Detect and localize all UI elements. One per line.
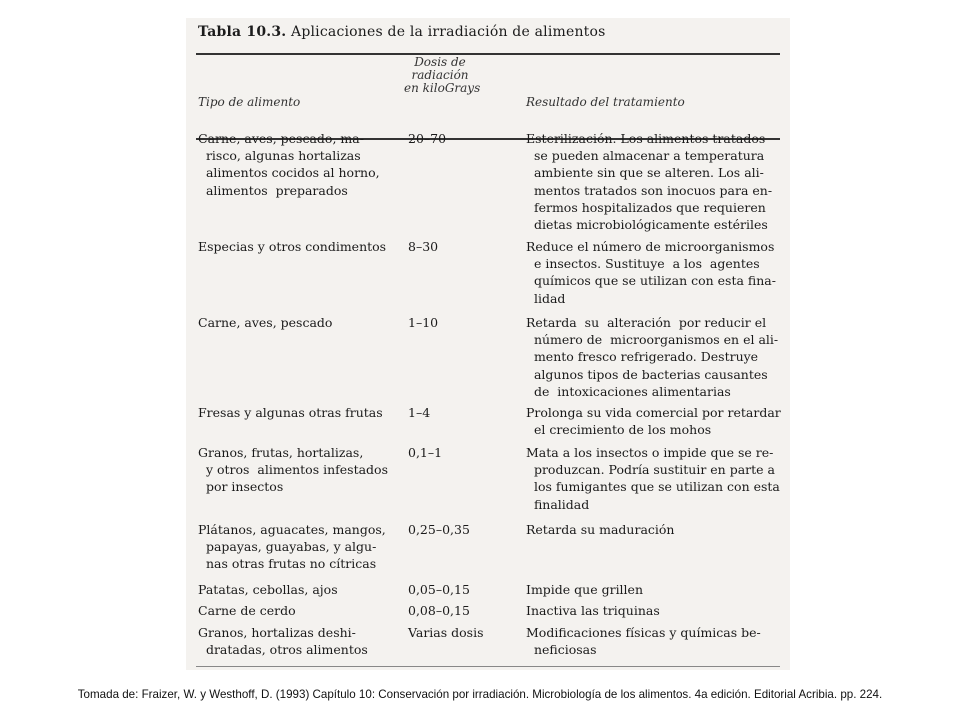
row-result: Esterilización. Los alimentos tratados se pueden almacenar a temperatura ambiente sin que se alteren. Los ali- mentos tratados son inocuos para en- fermos hospitalizados que requieren dietas microbiológicamente estériles <box>526 131 773 233</box>
row-dose: 0,25–0,35 <box>408 522 470 537</box>
row-dose: 0,05–0,15 <box>408 582 470 597</box>
bottom-rule <box>196 666 780 667</box>
row-food: Granos, hortalizas deshi- dratadas, otros alimentos <box>198 625 368 658</box>
row-food: Fresas y algunas otras frutas <box>198 405 383 420</box>
row-food: Carne, aves, pescado, ma- risco, algunas hortalizas alimentos cocidos al horno, alimentos preparados <box>198 131 380 198</box>
scanned-table-image <box>186 18 790 670</box>
row-food: Patatas, cebollas, ajos <box>198 582 338 597</box>
header-dose: Dosis de radiación en kiloGrays <box>404 55 481 95</box>
table-title-text: Aplicaciones de la irradiación de alimentos <box>291 24 606 40</box>
row-result: Modificaciones físicas y químicas be- neficiosas <box>526 625 761 658</box>
source-caption: Tomada de: Fraizer, W. y Westhoff, D. (1993) Capítulo 10: Conservación por irradiación. Microbiología de los alimentos. 4a edición. Editorial Acribia. pp. 224. <box>77 688 883 701</box>
header-food-type: Tipo de alimento <box>198 95 301 109</box>
row-result: Retarda su maduración <box>526 522 675 537</box>
top-rule <box>196 53 780 55</box>
row-food: Especias y otros condimentos <box>198 239 387 254</box>
table-title <box>198 24 606 40</box>
row-dose: Varias dosis <box>408 625 484 640</box>
row-dose: 8–30 <box>408 239 439 254</box>
row-food: Plátanos, aguacates, mangos, papayas, guayabas, y algu- nas otras frutas no cítricas <box>198 522 386 572</box>
table-number: Tabla 10.3. <box>198 24 287 40</box>
row-result: Reduce el número de microorganismos e insectos. Sustituye a los agentes químicos que se utilizan con esta fina- lidad <box>526 239 776 306</box>
row-dose: 1–10 <box>408 315 439 330</box>
row-result: Retarda su alteración por reducir el número de microorganismos en el ali- mento fresco refrigerado. Destruye algunos tipos de bacterias causantes de intoxicaciones alimentarias <box>526 315 779 399</box>
row-result: Mata a los insectos o impide que se re- produzcan. Podría sustituir en parte a los fumigantes que se utilizan con esta finalidad <box>526 445 780 512</box>
row-dose: 0,08–0,15 <box>408 603 470 618</box>
row-result: Inactiva las triquinas <box>526 603 660 618</box>
row-food: Carne, aves, pescado <box>198 315 333 330</box>
header-result: Resultado del tratamiento <box>526 95 685 109</box>
row-result: Impide que grillen <box>526 582 644 597</box>
row-result: Prolonga su vida comercial por retardar el crecimiento de los mohos <box>526 405 781 438</box>
row-dose: 0,1–1 <box>408 445 443 460</box>
row-dose: 20–70 <box>408 131 447 146</box>
row-dose: 1–4 <box>408 405 431 420</box>
row-food: Carne de cerdo <box>198 603 296 618</box>
row-food: Granos, frutas, hortalizas, y otros alimentos infestados por insectos <box>198 445 388 495</box>
